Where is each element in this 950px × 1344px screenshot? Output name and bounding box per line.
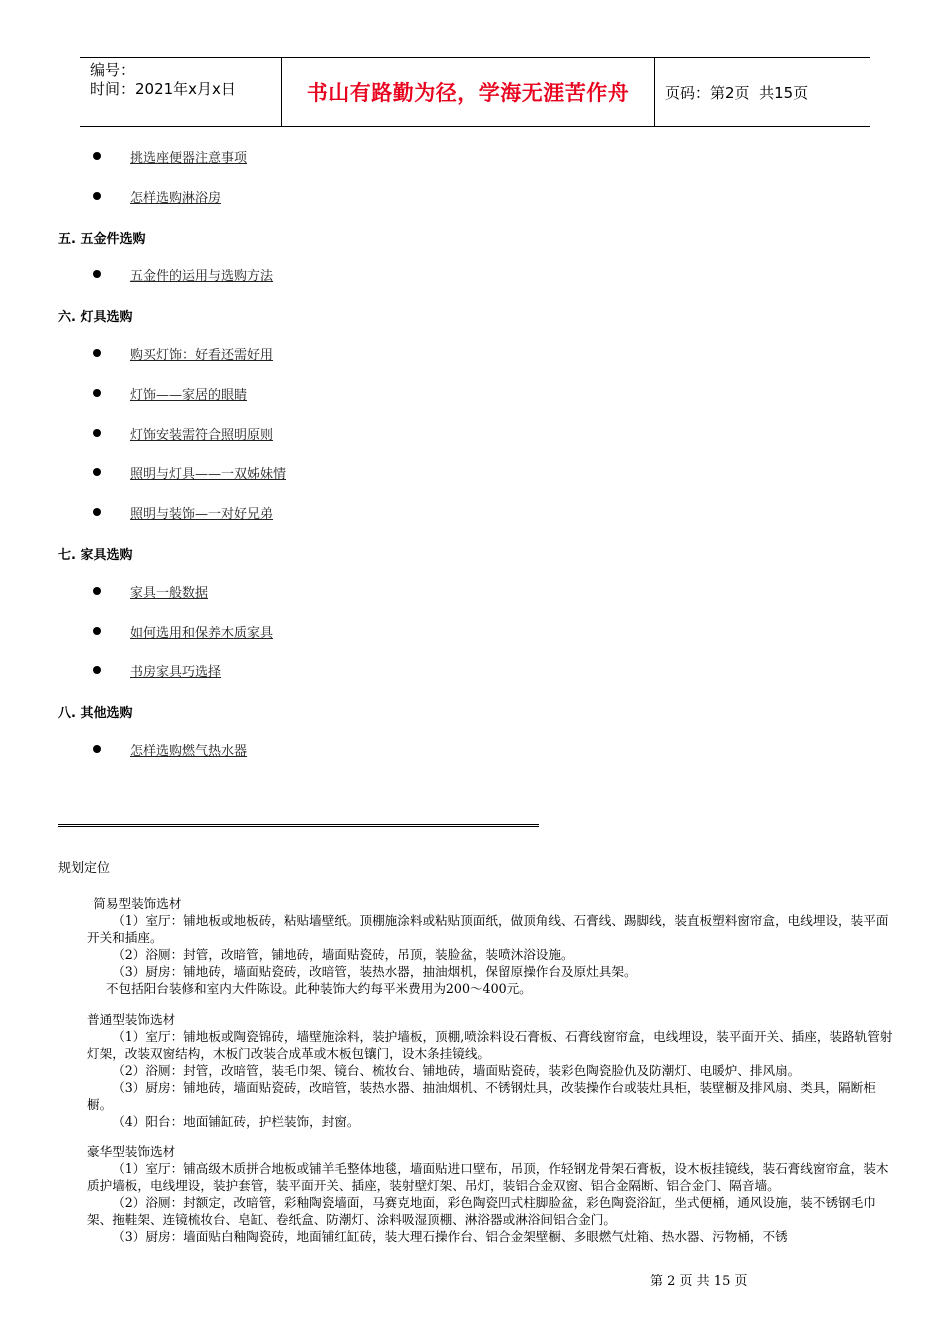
list-item[interactable] (93, 739, 247, 759)
bullet-icon (93, 389, 101, 397)
subsection-title: 普通型装饰选材 (87, 1012, 176, 1027)
bullet-icon (93, 627, 101, 635)
divider (58, 826, 539, 827)
list-item[interactable] (93, 186, 221, 206)
paragraph: （1）室厅：铺地板或陶瓷锦砖，墙壁施涂料，装护墙板，顶棚,喷涂料设石膏板、石膏线窗帘盒，电线埋设，装平面开关、插座，装路轨管射灯架，改装双窗结构，木板门改装合成革或木板包镶门，设木条挂镜线。 (87, 1029, 893, 1061)
toc-link[interactable]: 挑选座便器注意事项 (130, 150, 248, 166)
time-label: 时间：2021年x月x日 (90, 80, 236, 98)
toc-link[interactable]: 购买灯饰：好看还需好用 (130, 347, 274, 363)
header-motto: 书山有路勤为径，学海无涯苦作舟 (281, 58, 655, 126)
list-item[interactable] (93, 621, 273, 641)
list-item[interactable] (93, 343, 273, 363)
toc-link[interactable]: 灯饰——家居的眼睛 (130, 387, 248, 403)
paragraph: （1）室厅：铺高级木质拼合地板或铺羊毛整体地毯，墙面贴进口壁布，吊顶，作轻钢龙骨架石膏板，设木板挂镜线，装石膏线窗帘盒，装木质护墙板，电线埋设，装护套管，装平面开关、插座，装射壁灯架、吊灯，装铝合金双窗、铝合金隔断、铝合金门、隔音墙。 (87, 1161, 889, 1193)
toc-link[interactable]: 照明与装饰—一对好兄弟 (130, 506, 274, 522)
paragraph: 不包括阳台装修和室内大件陈设。此种装饰大约每平米费用为200～400元。 (105, 981, 532, 996)
paragraph: （2）浴厕：封管，改暗管，装毛巾架、镜台、梳妆台、铺地砖，墙面贴瓷砖，装彩色陶瓷脸仇及防潮灯、电暖炉、排风扇。 (112, 1063, 801, 1078)
bullet-icon (93, 587, 101, 595)
section-heading: 五. 五金件选购 (58, 232, 146, 247)
toc-link[interactable]: 如何选用和保养木质家具 (130, 625, 274, 641)
header-page (655, 58, 870, 126)
paragraph: （1）室厅：铺地板或地板砖，粘贴墙壁纸。顶棚施涂料或粘贴顶面纸，做顶角线、石膏线、踢脚线，装直板塑料窗帘盒，电线埋设，装平面开关和插座。 (87, 913, 889, 945)
subsection-title: 豪华型装饰选材 (87, 1144, 176, 1159)
paragraph: （4）阳台：地面铺缸砖，护栏装饰，封窗。 (112, 1114, 360, 1129)
toc-link[interactable]: 照明与灯具——一双姊妹情 (130, 466, 287, 482)
toc-link[interactable]: 灯饰安装需符合照明原则 (130, 427, 274, 443)
bullet-icon (93, 666, 101, 674)
bullet-icon (93, 745, 101, 753)
list-item[interactable] (93, 146, 247, 166)
subsection-title: 简易型装饰选材 (93, 896, 182, 911)
bullet-icon (93, 349, 101, 357)
section-heading: 七. 家具选购 (58, 548, 133, 563)
paragraph: （3）厨房：铺地砖，墙面贴瓷砖，改暗管，装热水器，抽油烟机，保留原操作台及原灶具架。 (112, 964, 637, 979)
bullet-icon (93, 270, 101, 278)
toc-link[interactable]: 怎样选购淋浴房 (130, 190, 222, 206)
section-heading: 八. 其他选购 (58, 706, 133, 721)
paragraph: （2）浴厕：封管，改暗管，铺地砖，墙面贴瓷砖，吊顶，装脸盆，装喷沐浴设施。 (112, 947, 574, 962)
section-heading: 六. 灯具选购 (58, 310, 133, 325)
list-item[interactable] (93, 462, 286, 482)
list-item[interactable] (93, 581, 208, 601)
page-label: 页码：第2页 共15页 (665, 83, 809, 102)
page-footer: 第 2 页 共 15 页 (650, 1274, 748, 1289)
toc-link[interactable]: 书房家具巧选择 (130, 664, 222, 680)
divider (58, 824, 539, 825)
paragraph: （3）厨房：铺地砖，墙面贴瓷砖，改暗管，装热水器、抽油烟机、不锈钢灶具，改装操作台或装灶具柜，装壁橱及排风扇、类具，隔断柜橱。 (87, 1080, 876, 1112)
plan-heading: 规划定位 (58, 861, 111, 876)
bullet-icon (93, 192, 101, 200)
bullet-icon (93, 152, 101, 160)
bullet-icon (93, 508, 101, 516)
list-item[interactable] (93, 660, 221, 680)
luxury-section (87, 1143, 893, 1245)
paragraph: （2）浴厕：封额定，改暗管，彩釉陶瓷墙面，马赛克地面，彩色陶瓷凹式柱脚脸盆，彩色陶瓷浴缸，坐式便桶，通风设施，装不锈钢毛巾架、拖鞋架、连镜梳妆台、皂缸、卷纸盒、防潮灯、涂料吸湿顶棚、淋浴器或淋浴间铝合金门。 (87, 1195, 876, 1227)
header-meta (80, 58, 281, 126)
bullet-icon (93, 429, 101, 437)
toc-link[interactable]: 家具一般数据 (130, 585, 209, 601)
paragraph: （3）厨房：墙面贴白釉陶瓷砖，地面铺红缸砖，装大理石操作台、铝合金架壁橱、多眼燃气灶箱、热水器、污物桶，不锈 (112, 1229, 788, 1244)
list-item[interactable] (93, 383, 247, 403)
page-header (80, 57, 870, 127)
number-label: 编号： (90, 61, 136, 79)
simple-section (87, 895, 893, 997)
list-item[interactable] (93, 423, 273, 443)
toc-link[interactable]: 五金件的运用与选购方法 (130, 268, 274, 284)
toc-link[interactable]: 怎样选购燃气热水器 (130, 743, 248, 759)
list-item[interactable] (93, 264, 273, 284)
list-item[interactable] (93, 502, 273, 522)
normal-section (87, 1011, 893, 1130)
bullet-icon (93, 468, 101, 476)
